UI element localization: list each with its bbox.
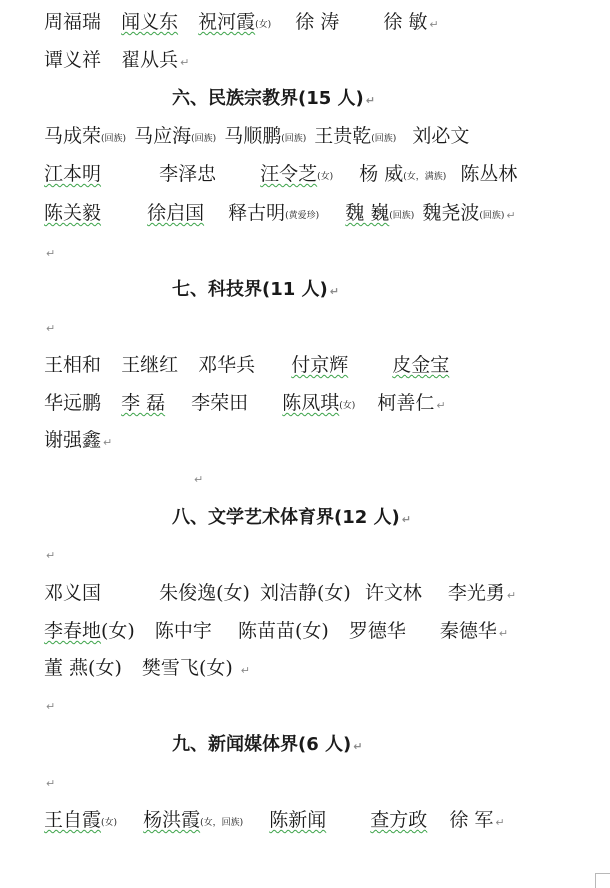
person-name: 陈关毅 [44,202,102,224]
name-row [44,581,516,608]
name-row [44,619,508,646]
paragraph-mark-icon: ↵ [506,209,516,222]
paragraph-mark-icon: ↵ [240,664,250,677]
paragraph-mark-icon: ↵ [180,56,190,69]
name-row [44,656,250,683]
person-note: (回族) [281,134,307,144]
person-name: 闻义东 [121,11,179,33]
paragraph-mark-icon: ↵ [498,627,509,640]
person-note: (女) [216,582,250,604]
person-name: 陈凤琪 [282,392,340,414]
section-heading-text: 九、新闻媒体界(6 人) [172,734,352,755]
person-note: (女) [316,582,351,604]
person-name: 查方政 [370,809,428,831]
paragraph-mark-icon: ↵ [194,473,204,486]
person-note: (女，回族) [200,818,244,828]
paragraph-mark-icon: ↵ [46,700,56,713]
person-name: 朱俊逸 [159,582,217,604]
person-name: 李光勇 [447,582,505,604]
person-note: (回族) [389,211,415,221]
person-note: (回族) [191,134,217,144]
person-name: 杨 威 [359,163,404,185]
person-name: 释古明 [228,202,286,224]
person-note: (女) [317,172,334,182]
person-name: 邓华兵 [198,354,256,376]
person-name: 陈中宇 [154,620,212,642]
person-name: 徐 军 [449,809,494,831]
person-name: 王继红 [121,354,179,376]
person-name: 秦德华 [439,620,497,642]
person-name: 李春地 [44,620,102,642]
person-note: (回族) [101,134,127,144]
person-name: 罗德华 [348,620,406,642]
paragraph-mark-icon: ↵ [46,777,56,790]
section-heading [172,733,362,759]
person-name: 周福瑞 [44,11,102,33]
person-name: 华远鹏 [44,392,102,414]
person-note: (回族) [371,134,397,144]
person-name: 李 磊 [121,392,166,414]
paragraph-mark-icon: ↵ [46,322,56,335]
person-note: (回族) [479,211,505,221]
name-row [44,428,112,455]
person-name: 皮金宝 [392,354,450,376]
section-heading [172,278,339,304]
paragraph-mark-icon: ↵ [401,513,411,526]
paragraph-mark-icon: ↵ [46,247,56,260]
person-name: 樊雪飞 [141,657,199,679]
person-name: 李荣田 [191,392,249,414]
section-heading-text: 七、科技界(11 人) [172,279,328,300]
person-note: (女) [198,657,233,679]
person-name: 翟从兵 [121,49,179,71]
person-note: (女) [339,401,356,411]
section-heading [172,87,375,113]
person-note: (女) [88,657,122,679]
name-row [44,391,446,418]
person-note: (女) [101,620,135,642]
person-name: 柯善仁 [377,392,435,414]
person-name: 徐 涛 [295,11,340,33]
person-note: (女) [255,20,272,30]
name-row [44,124,469,151]
section-heading [172,506,411,532]
person-name: 汪令芝 [260,163,318,185]
page-corner-marker [595,873,610,888]
person-name: 谢强鑫 [44,429,102,451]
name-row [44,353,449,377]
paragraph-mark-icon: ↵ [495,816,505,829]
person-name: 魏 巍 [345,202,390,224]
paragraph-mark-icon: ↵ [429,18,439,31]
person-name: 马顺鹏 [224,125,282,147]
person-note: (黄爱珍) [285,211,320,221]
person-name: 李泽忠 [159,163,217,185]
person-note: (女) [294,620,329,642]
person-name: 许文林 [364,582,422,604]
person-name: 王贵乾 [314,125,372,147]
person-name: 陈苗苗 [237,620,295,642]
person-name: 江本明 [44,163,102,185]
person-note: (女，满族) [403,172,447,182]
paragraph-mark-icon: ↵ [353,740,363,753]
person-name: 陈丛林 [460,163,518,185]
section-heading-text: 六、民族宗教界(15 人) [172,88,364,109]
section-heading-text: 八、文学艺术体育界(12 人) [172,507,400,528]
paragraph-mark-icon: ↵ [365,94,375,107]
person-name: 徐 敏 [383,11,428,33]
paragraph-mark-icon: ↵ [436,399,446,412]
name-row [44,808,505,835]
person-name: 马成荣 [44,125,102,147]
person-name: 邓义国 [44,582,102,604]
paragraph-mark-icon: ↵ [46,549,56,562]
person-name: 徐启国 [147,202,205,224]
person-name: 董 燕 [44,657,89,679]
person-note: (女) [101,818,118,828]
person-name: 马应海 [134,125,192,147]
person-name: 魏尧波 [422,202,480,224]
person-name: 谭义祥 [44,49,102,71]
paragraph-mark-icon: ↵ [103,436,113,449]
person-name: 陈新闻 [269,809,327,831]
name-row [44,48,189,75]
person-name: 刘洁静 [259,582,317,604]
name-row [44,201,516,228]
person-name: 杨洪霞 [143,809,201,831]
paragraph-mark-icon: ↵ [329,285,339,298]
person-name: 刘必文 [412,125,470,147]
person-name: 付京辉 [291,354,349,376]
person-name: 王相和 [44,354,102,376]
name-row [44,162,517,189]
name-row [44,10,439,37]
person-name: 祝河霞 [198,11,256,33]
person-name: 王自霞 [44,809,102,831]
paragraph-mark-icon: ↵ [506,589,517,602]
